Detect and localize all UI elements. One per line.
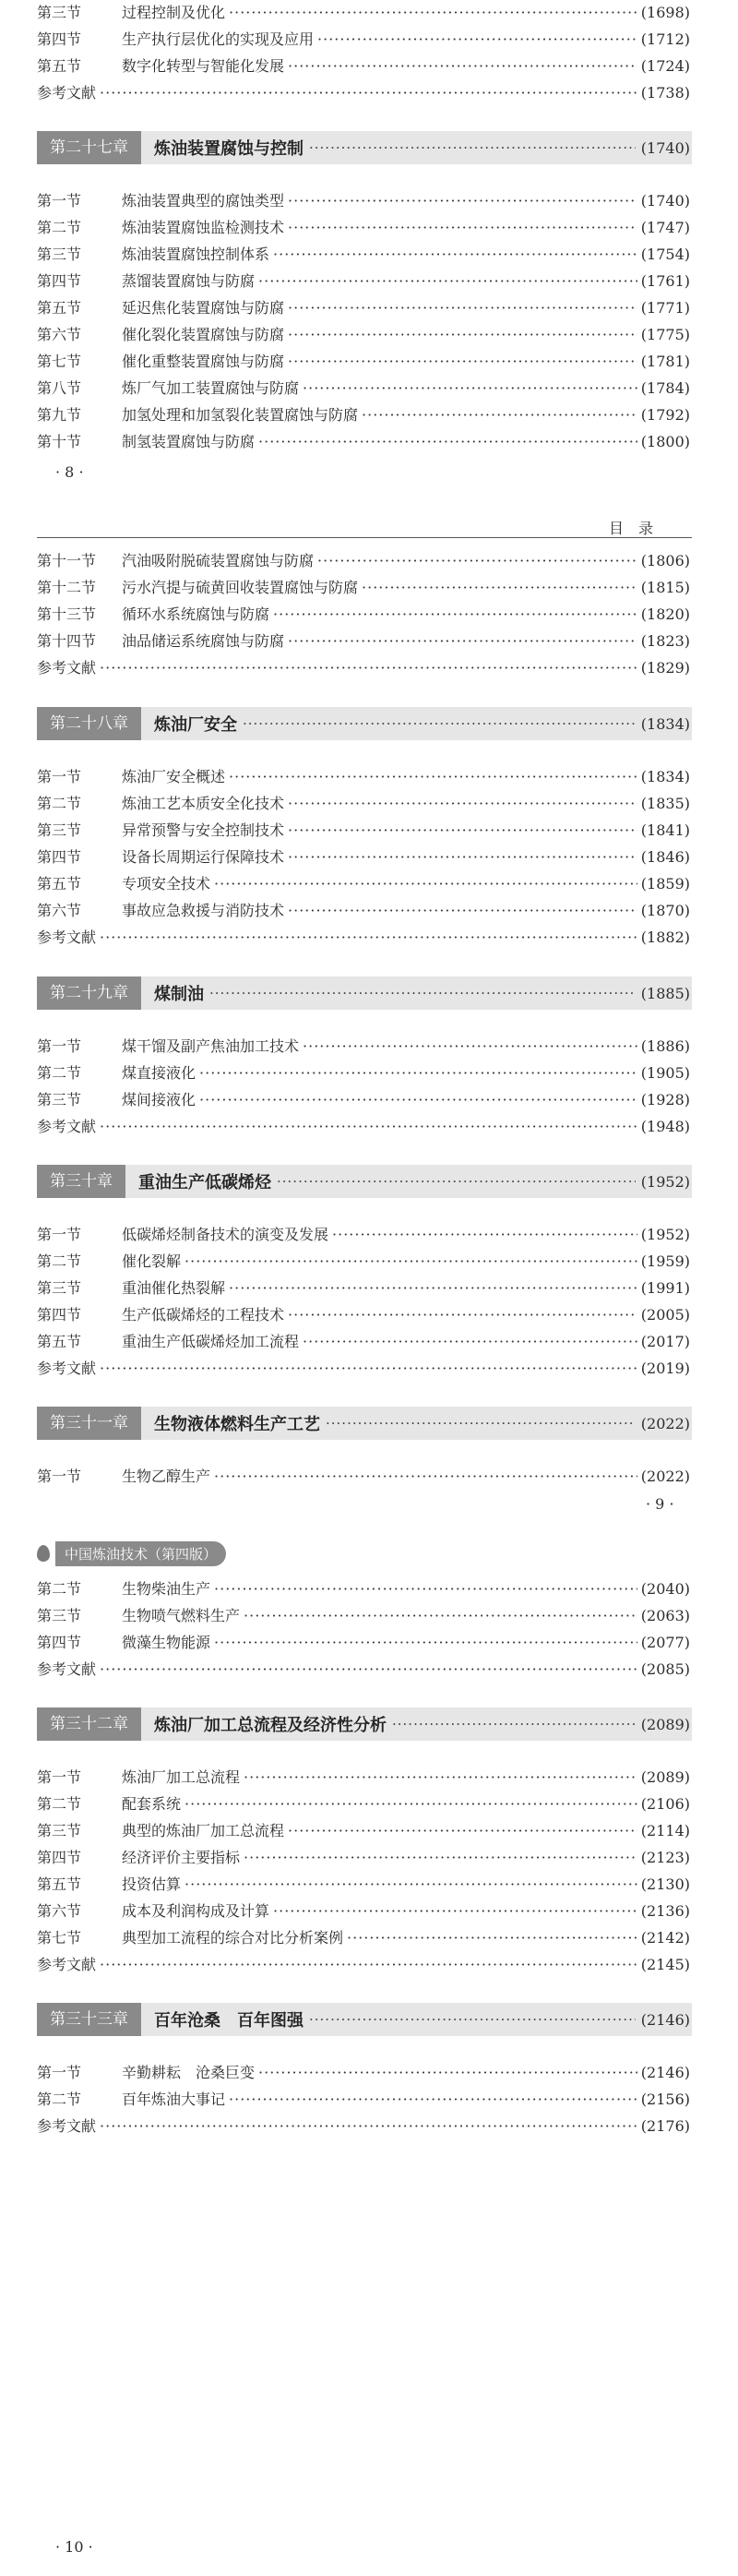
toc-row (37, 818, 690, 844)
toc-row (37, 791, 690, 817)
leader-dots (273, 1899, 637, 1924)
leader-dots (258, 269, 637, 294)
leader-dots (288, 629, 637, 654)
section-title: 生产低碳烯烃的工程技术 (122, 1306, 285, 1324)
toc-row (37, 1060, 690, 1086)
section-title: 生物喷气燃料生产 (122, 1607, 241, 1624)
toc-row (37, 1845, 690, 1871)
leader-dots (199, 1060, 637, 1086)
running-head: 目录 (609, 520, 669, 537)
leader-dots (258, 429, 637, 455)
section-number: 第七节 (37, 1929, 82, 1947)
toc-row (37, 575, 690, 601)
section-title: 低碳烯烃制备技术的演变及发展 (122, 1226, 329, 1243)
page-number: (2142) (640, 1929, 690, 1947)
leader-dots (288, 349, 637, 375)
toc-row (37, 1576, 690, 1602)
section-title: 数字化转型与智能化发展 (122, 57, 285, 75)
toc-row (37, 1818, 690, 1844)
page-number: (1781) (640, 353, 690, 370)
page-number: (1712) (640, 30, 690, 48)
section-number: 第二节 (37, 795, 82, 812)
chapter-heading-29 (37, 976, 692, 1010)
chapter-number: 第三十一章 (37, 1407, 141, 1440)
leader-dots (214, 871, 637, 897)
section-title: 成本及利润构成及计算 (122, 1902, 270, 1920)
section-number: 第六节 (37, 326, 82, 343)
page-number: (1870) (640, 902, 690, 919)
page-number: (2005) (640, 1306, 690, 1324)
section-number: 第三节 (37, 246, 82, 263)
page-number: (1806) (640, 552, 690, 569)
page-number: (1823) (640, 632, 690, 650)
references-label: 参考文献 (37, 1360, 97, 1377)
book-title-tag (37, 1540, 226, 1567)
chapter-number: 第二十八章 (37, 707, 141, 740)
section-number: 第五节 (37, 57, 82, 75)
section-title: 过程控制及优化 (122, 4, 226, 21)
section-title: 催化重整装置腐蚀与防腐 (122, 353, 285, 370)
page-number: (1800) (640, 433, 690, 450)
section-title: 炼油装置典型的腐蚀类型 (122, 192, 285, 210)
chapter-heading-28 (37, 707, 692, 740)
chapter-title: 生物液体燃料生产工艺 (154, 1415, 320, 1434)
toc-row (37, 429, 690, 455)
toc-row-references (37, 925, 690, 951)
section-number: 第二节 (37, 219, 82, 236)
section-number: 第一节 (37, 1226, 82, 1243)
leader-dots (244, 1765, 637, 1791)
toc-row (37, 215, 690, 241)
page-number: (2019) (640, 1360, 690, 1377)
leader-dots (214, 1576, 637, 1602)
leader-dots (288, 215, 637, 241)
references-label: 参考文献 (37, 2117, 97, 2135)
toc-row (37, 871, 690, 897)
leader-dots (100, 1114, 637, 1140)
section-number: 第八节 (37, 379, 82, 397)
section-number: 第五节 (37, 875, 82, 893)
section-title: 催化裂解 (122, 1252, 182, 1270)
section-title: 配套系统 (122, 1795, 182, 1813)
page-number: (1829) (640, 659, 690, 677)
section-title: 辛勤耕耘 沧桑巨变 (122, 2064, 256, 2081)
chapter-number: 第三十章 (37, 1165, 125, 1198)
section-number: 第十三节 (37, 605, 97, 623)
leader-dots (184, 1872, 637, 1898)
toc-row (37, 2087, 690, 2113)
leader-dots (362, 402, 637, 428)
toc-row (37, 1925, 690, 1951)
chapter-heading-33 (37, 2003, 692, 2036)
section-number: 第二节 (37, 1064, 82, 1082)
section-number: 第五节 (37, 1875, 82, 1893)
toc-row (37, 1630, 690, 1656)
section-number: 第四节 (37, 1634, 82, 1651)
page-number: (2077) (640, 1634, 690, 1651)
page-folio: · 8 · (55, 463, 84, 481)
page-folio: · 10 · (55, 2538, 93, 2556)
toc-row (37, 242, 690, 268)
leader-dots (100, 1356, 637, 1382)
leader-dots (199, 1087, 637, 1113)
toc-row (37, 1791, 690, 1817)
toc-row (37, 764, 690, 790)
page-number: (2145) (640, 1956, 690, 1973)
references-label: 参考文献 (37, 1956, 97, 1973)
leader-dots (303, 376, 637, 401)
page-number: (1754) (640, 246, 690, 263)
section-number: 第三节 (37, 1091, 82, 1108)
leader-dots (100, 655, 637, 681)
toc-row-references (37, 1657, 690, 1683)
section-number: 第一节 (37, 1768, 82, 1786)
chapter-heading-31 (37, 1407, 692, 1440)
leader-dots (100, 1657, 637, 1683)
section-title: 煤间接液化 (122, 1091, 196, 1108)
chapter-heading-30 (37, 1165, 692, 1198)
leader-dots (288, 54, 637, 79)
leader-dots (273, 242, 637, 268)
leader-dots (184, 1791, 637, 1817)
page-number: (1771) (640, 299, 690, 317)
leader-dots (229, 0, 637, 26)
leader-dots (214, 1630, 637, 1656)
section-title: 循环水系统腐蚀与防腐 (122, 605, 270, 623)
section-number: 第三节 (37, 1607, 82, 1624)
section-title: 生产执行层优化的实现及应用 (122, 30, 315, 48)
references-label: 参考文献 (37, 84, 97, 102)
page-number: (1952) (640, 1226, 690, 1243)
leader-dots (303, 1329, 637, 1355)
page-number: (2022) (640, 1468, 690, 1485)
page-number: (2123) (640, 1849, 690, 1866)
chapter-title: 炼油厂加工总流程及经济性分析 (154, 1716, 387, 1735)
page-number: (2114) (640, 1822, 690, 1839)
section-number: 第六节 (37, 1902, 82, 1920)
page-number: (2040) (640, 1580, 690, 1598)
leader-dots (288, 818, 637, 844)
toc-row (37, 0, 690, 26)
toc-row (37, 376, 690, 401)
header-rule (37, 537, 692, 538)
section-title: 典型的炼油厂加工总流程 (122, 1822, 285, 1839)
page-number: (1815) (640, 579, 690, 596)
leader-dots (209, 985, 636, 1001)
references-label: 参考文献 (37, 659, 97, 677)
page-number: (1841) (640, 821, 690, 839)
page-number: (1775) (640, 326, 690, 343)
book-title: 中国炼油技术（第四版） (55, 1541, 226, 1566)
section-title: 异常预警与安全控制技术 (122, 821, 285, 839)
chapter-title: 重油生产低碳烯烃 (138, 1173, 271, 1192)
leader-dots (288, 295, 637, 321)
toc-row (37, 629, 690, 654)
leader-dots (392, 1716, 636, 1732)
section-title: 炼油装置腐蚀监检测技术 (122, 219, 285, 236)
toc-row (37, 1302, 690, 1328)
toc-row (37, 54, 690, 79)
chapter-number: 第二十九章 (37, 976, 141, 1010)
droplet-icon (37, 1545, 50, 1562)
section-title: 汽油吸附脱硫装置腐蚀与防腐 (122, 552, 315, 569)
toc-row (37, 1249, 690, 1275)
page-number: (2176) (640, 2117, 690, 2135)
leader-dots (229, 764, 637, 790)
page-number: (1835) (640, 795, 690, 812)
chapter-title: 百年沧桑 百年图强 (154, 2011, 304, 2031)
page-number: (1792) (640, 406, 690, 424)
section-number: 第九节 (37, 406, 82, 424)
toc-row-references (37, 1114, 690, 1140)
section-title: 加氢处理和加氢裂化装置腐蚀与防腐 (122, 406, 359, 424)
leader-dots (184, 1249, 637, 1275)
section-number: 第七节 (37, 353, 82, 370)
toc-row (37, 1899, 690, 1924)
leader-dots (229, 2087, 637, 2113)
page-number: (1747) (640, 219, 690, 236)
page-number: (1886) (640, 1037, 690, 1055)
leader-dots (100, 80, 637, 106)
toc-row-references (37, 80, 690, 106)
section-title: 污水汽提与硫黄回收装置腐蚀与防腐 (122, 579, 359, 596)
chapter-page: (2089) (640, 1715, 690, 1733)
section-number: 第四节 (37, 30, 82, 48)
page-number: (1928) (640, 1091, 690, 1108)
section-number: 第三节 (37, 1279, 82, 1297)
toc-row-references (37, 2114, 690, 2139)
page-number: (1740) (640, 192, 690, 210)
section-title: 生物柴油生产 (122, 1580, 211, 1598)
section-title: 炼油装置腐蚀控制体系 (122, 246, 270, 263)
leader-dots (288, 845, 637, 870)
section-number: 第十节 (37, 433, 82, 450)
page-number: (1698) (640, 4, 690, 21)
section-title: 重油催化热裂解 (122, 1279, 226, 1297)
chapter-title: 炼油装置腐蚀与控制 (154, 139, 304, 159)
toc-row (37, 322, 690, 348)
leader-dots (244, 1845, 637, 1871)
page-number: (1761) (640, 272, 690, 290)
references-label: 参考文献 (37, 929, 97, 946)
leader-dots (326, 1415, 636, 1432)
section-title: 延迟焦化装置腐蚀与防腐 (122, 299, 285, 317)
chapter-heading-32 (37, 1707, 692, 1741)
leader-dots (273, 602, 637, 628)
page-number: (2017) (640, 1333, 690, 1350)
leader-dots (244, 1603, 637, 1629)
chapter-number: 第三十三章 (37, 2003, 141, 2036)
page-number: (1834) (640, 768, 690, 785)
section-number: 第十四节 (37, 632, 97, 650)
section-title: 催化裂化装置腐蚀与防腐 (122, 326, 285, 343)
chapter-page: (1952) (640, 1172, 690, 1191)
toc-row-references (37, 655, 690, 681)
section-number: 第三节 (37, 4, 82, 21)
leader-dots (288, 791, 637, 817)
section-title: 重油生产低碳烯烃加工流程 (122, 1333, 300, 1350)
leader-dots (303, 1034, 637, 1060)
section-title: 制氢装置腐蚀与防腐 (122, 433, 256, 450)
section-number: 第四节 (37, 848, 82, 866)
section-number: 第一节 (37, 192, 82, 210)
toc-row (37, 27, 690, 53)
section-number: 第三节 (37, 821, 82, 839)
page-number: (1738) (640, 84, 690, 102)
section-title: 炼油厂安全概述 (122, 768, 226, 785)
leader-dots (100, 925, 637, 951)
section-title: 炼油工艺本质安全化技术 (122, 795, 285, 812)
toc-row (37, 188, 690, 214)
page-number: (1882) (640, 929, 690, 946)
section-title: 蒸馏装置腐蚀与防腐 (122, 272, 256, 290)
leader-dots (100, 2114, 637, 2139)
chapter-title: 炼油厂安全 (154, 715, 237, 735)
section-number: 第四节 (37, 1849, 82, 1866)
toc-row (37, 2060, 690, 2086)
section-title: 生物乙醇生产 (122, 1468, 211, 1485)
section-title: 百年炼油大事记 (122, 2091, 226, 2108)
page-number: (2063) (640, 1607, 690, 1624)
section-number: 第一节 (37, 1468, 82, 1485)
leader-dots (277, 1173, 636, 1190)
leader-dots (347, 1925, 637, 1951)
leader-dots (288, 1818, 637, 1844)
section-number: 第四节 (37, 272, 82, 290)
section-number: 第一节 (37, 768, 82, 785)
leader-dots (288, 322, 637, 348)
section-title: 煤直接液化 (122, 1064, 196, 1082)
page-number: (1905) (640, 1064, 690, 1082)
section-title: 典型加工流程的综合对比分析案例 (122, 1929, 344, 1947)
section-title: 煤干馏及副产焦油加工技术 (122, 1037, 300, 1055)
toc-row (37, 1765, 690, 1791)
section-number: 第二节 (37, 1795, 82, 1813)
toc-row (37, 1464, 690, 1490)
leader-dots (214, 1464, 637, 1490)
leader-dots (317, 27, 637, 53)
toc-row (37, 1872, 690, 1898)
toc-row (37, 1087, 690, 1113)
chapter-page: (1885) (640, 984, 690, 1002)
section-number: 第一节 (37, 1037, 82, 1055)
section-number: 第五节 (37, 1333, 82, 1350)
references-label: 参考文献 (37, 1118, 97, 1135)
toc-row (37, 845, 690, 870)
leader-dots (288, 188, 637, 214)
section-title: 投资估算 (122, 1875, 182, 1893)
page-number: (1948) (640, 1118, 690, 1135)
toc-row (37, 898, 690, 924)
page-folio: · 9 · (646, 1495, 674, 1513)
page-number: (2106) (640, 1795, 690, 1813)
chapter-heading-27 (37, 131, 692, 164)
leader-dots (100, 1952, 637, 1978)
section-title: 专项安全技术 (122, 875, 211, 893)
section-title: 微藻生物能源 (122, 1634, 211, 1651)
chapter-number: 第三十二章 (37, 1707, 141, 1741)
toc-row-references (37, 1356, 690, 1382)
leader-dots (317, 548, 637, 574)
section-number: 第四节 (37, 1306, 82, 1324)
section-number: 第五节 (37, 299, 82, 317)
toc-row (37, 602, 690, 628)
toc-row (37, 1222, 690, 1248)
toc-row (37, 402, 690, 428)
leader-dots (309, 2011, 636, 2028)
section-title: 炼油厂加工总流程 (122, 1768, 241, 1786)
toc-row (37, 349, 690, 375)
page-number: (2130) (640, 1875, 690, 1893)
page-number: (2136) (640, 1902, 690, 1920)
page-number: (1820) (640, 605, 690, 623)
toc-row (37, 1276, 690, 1301)
section-title: 经济评价主要指标 (122, 1849, 241, 1866)
page-number: (2085) (640, 1660, 690, 1678)
toc-row-references (37, 1952, 690, 1978)
section-number: 第二节 (37, 1252, 82, 1270)
leader-dots (243, 715, 636, 732)
leader-dots (309, 139, 636, 156)
toc-row (37, 1603, 690, 1629)
leader-dots (362, 575, 637, 601)
section-number: 第十二节 (37, 579, 97, 596)
section-title: 设备长周期运行保障技术 (122, 848, 285, 866)
references-label: 参考文献 (37, 1660, 97, 1678)
section-number: 第十一节 (37, 552, 97, 569)
section-number: 第三节 (37, 1822, 82, 1839)
page-number: (1784) (640, 379, 690, 397)
page-number: (1859) (640, 875, 690, 893)
toc-row (37, 548, 690, 574)
page-number: (2089) (640, 1768, 690, 1786)
toc-row (37, 295, 690, 321)
section-number: 第二节 (37, 2091, 82, 2108)
chapter-page: (1740) (640, 138, 690, 157)
leader-dots (332, 1222, 637, 1248)
toc-row (37, 1329, 690, 1355)
chapter-page: (2022) (640, 1414, 690, 1432)
chapter-page: (2146) (640, 2010, 690, 2029)
toc-row (37, 1034, 690, 1060)
leader-dots (229, 1276, 637, 1301)
page-number: (2156) (640, 2091, 690, 2108)
chapter-title: 煤制油 (154, 985, 204, 1004)
toc-row (37, 269, 690, 294)
page-number: (1959) (640, 1252, 690, 1270)
page-number: (2146) (640, 2064, 690, 2081)
section-number: 第二节 (37, 1580, 82, 1598)
chapter-page: (1834) (640, 714, 690, 733)
leader-dots (288, 1302, 637, 1328)
page-number: (1991) (640, 1279, 690, 1297)
section-title: 油品储运系统腐蚀与防腐 (122, 632, 285, 650)
chapter-number: 第二十七章 (37, 131, 141, 164)
section-number: 第一节 (37, 2064, 82, 2081)
section-title: 炼厂气加工装置腐蚀与防腐 (122, 379, 300, 397)
leader-dots (258, 2060, 637, 2086)
section-number: 第六节 (37, 902, 82, 919)
page-number: (1846) (640, 848, 690, 866)
leader-dots (288, 898, 637, 924)
page-number: (1724) (640, 57, 690, 75)
section-title: 事故应急救援与消防技术 (122, 902, 285, 919)
